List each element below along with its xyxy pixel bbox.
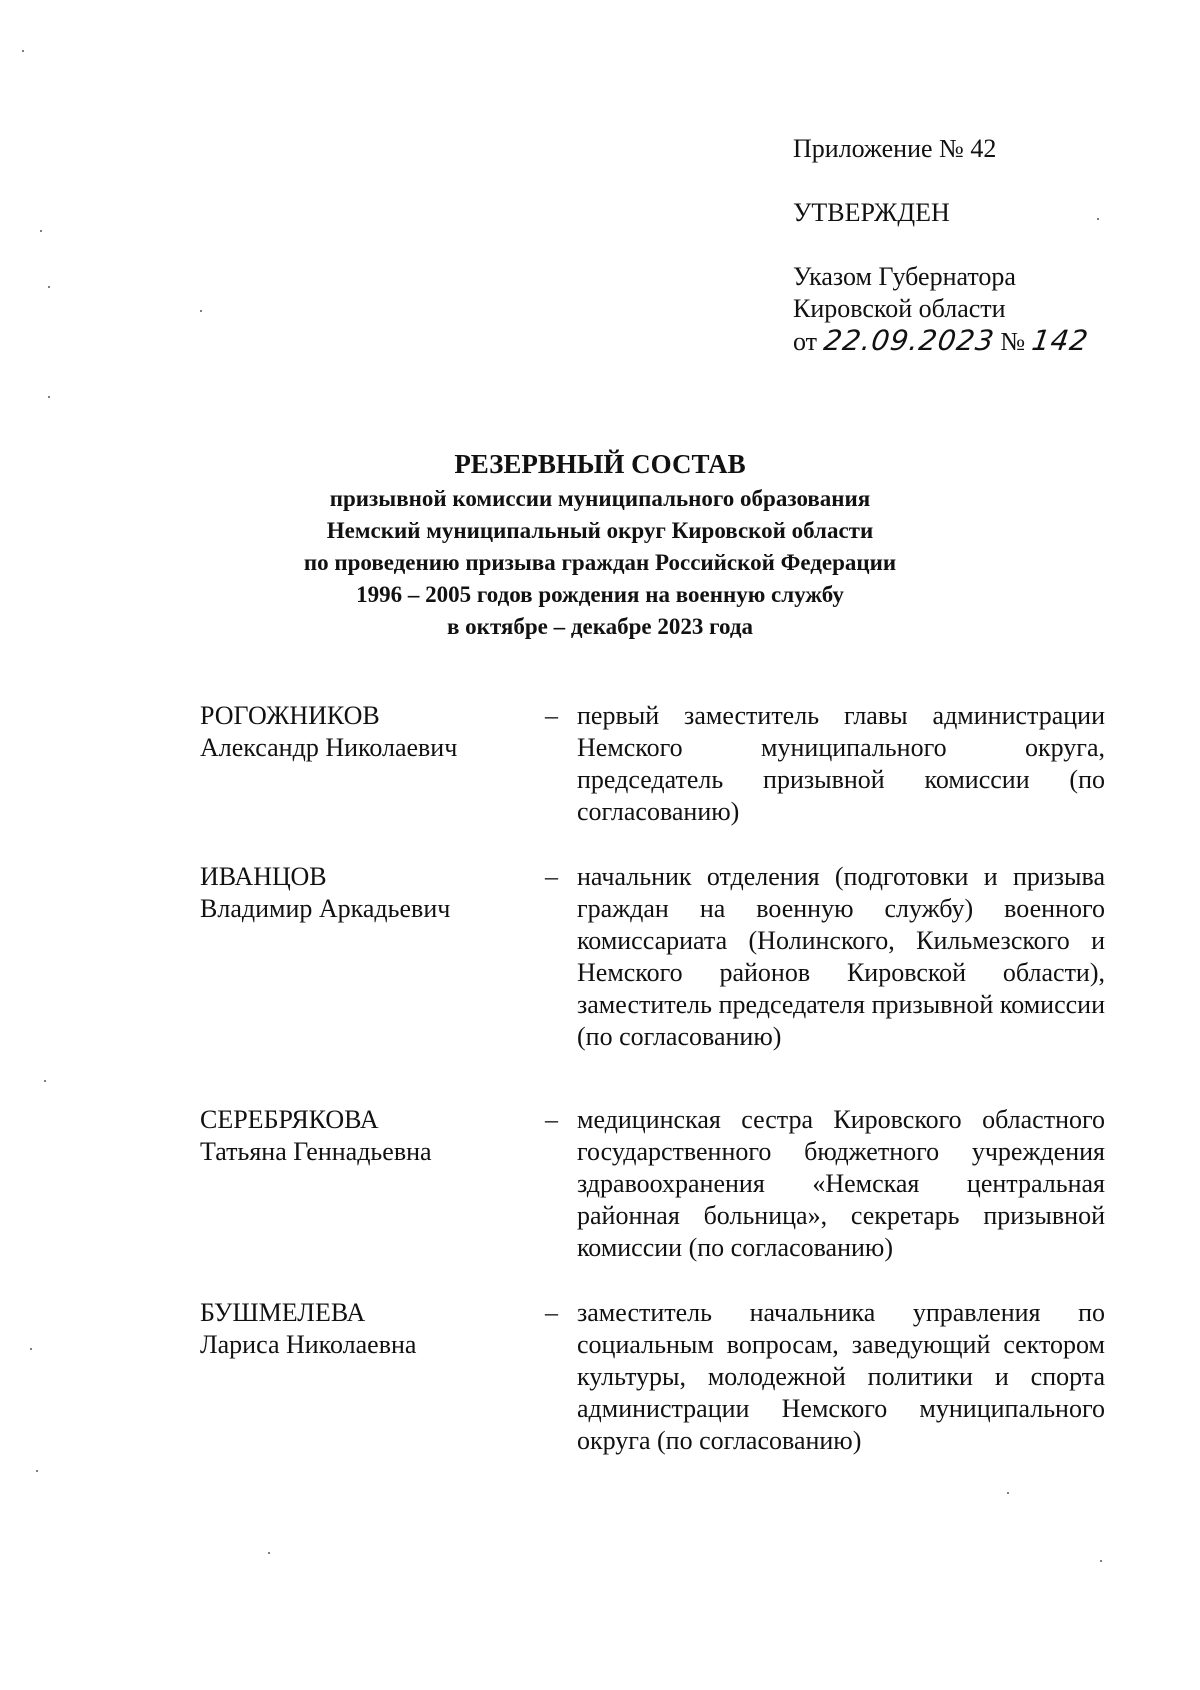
member-position: первый заместитель главы администрации Немского муниципального округа, председатель призывной комиссии (по согласованию) bbox=[577, 701, 1105, 826]
scan-speck bbox=[30, 1348, 32, 1350]
member-dash: – bbox=[545, 862, 558, 891]
member-name bbox=[200, 1104, 545, 1264]
scan-speck bbox=[44, 1080, 46, 1082]
date-prefix: от bbox=[793, 327, 818, 356]
member-dash: – bbox=[545, 1105, 558, 1134]
member-surname: СЕРЕБРЯКОВА bbox=[200, 1105, 379, 1134]
title-line: по проведению призыва граждан Российской Федерации bbox=[303, 550, 897, 575]
title-line: Немский муниципальный округ Кировской области bbox=[326, 518, 874, 543]
member-position: начальник отделения (подготовки и призыва граждан на военную службу) военного комиссариата (Нолинского, Кильмезского и Немского районов Кировской области), заместитель председателя призывной комиссии (по согласованию) bbox=[577, 862, 1105, 1051]
title-line: в октябре – декабре 2023 года bbox=[447, 614, 753, 639]
document-title bbox=[0, 447, 1200, 643]
member-entry bbox=[200, 1104, 1105, 1264]
member-given-names: Татьяна Геннадьевна bbox=[200, 1137, 432, 1166]
member-entry bbox=[200, 700, 1105, 828]
scan-speck bbox=[200, 310, 202, 312]
number-prefix: № bbox=[1000, 327, 1026, 356]
handwritten-date: 22.09.2023 bbox=[821, 324, 997, 357]
handwritten-number: 142 bbox=[1029, 324, 1091, 357]
scan-speck bbox=[1100, 1560, 1102, 1562]
decree-date-line bbox=[793, 324, 1091, 358]
member-position: медицинская сестра Кировского областного государственного бюджетного учреждения здравоохранения «Немская центральная районная больница», секретарь призывной комиссии (по согласованию) bbox=[577, 1105, 1105, 1262]
member-entry bbox=[200, 861, 1105, 1053]
scan-speck bbox=[268, 1552, 270, 1554]
attachment-number: Приложение № 42 bbox=[793, 134, 997, 163]
member-given-names: Владимир Аркадьевич bbox=[200, 894, 451, 923]
approval-header bbox=[793, 133, 1091, 358]
member-name bbox=[200, 700, 545, 828]
member-position: заместитель начальника управления по социальным вопросам, заведующий сектором культуры, молодежной политики и спорта администрации Немского муниципального округа (по согласованию) bbox=[577, 1298, 1105, 1455]
scan-speck bbox=[48, 286, 50, 288]
members-list bbox=[200, 700, 1105, 1457]
title-line: 1996 – 2005 годов рождения на военную службу bbox=[356, 582, 844, 607]
title-line: призывной комиссии муниципального образования bbox=[329, 486, 871, 511]
scan-speck bbox=[48, 396, 50, 398]
member-surname: ИВАНЦОВ bbox=[200, 862, 327, 891]
member-entry bbox=[200, 1297, 1105, 1457]
decree-line-1: Указом Губернатора bbox=[793, 262, 1016, 291]
approval-stamp-text: УТВЕРЖДЕН bbox=[793, 198, 950, 227]
scan-speck bbox=[1097, 218, 1099, 220]
member-name bbox=[200, 861, 545, 1053]
decree-line-2: Кировской области bbox=[793, 294, 1006, 323]
member-dash: – bbox=[545, 1298, 558, 1327]
member-surname: РОГОЖНИКОВ bbox=[200, 701, 380, 730]
scan-speck bbox=[36, 1470, 38, 1472]
member-name bbox=[200, 1297, 545, 1457]
scan-speck bbox=[40, 230, 42, 232]
member-dash: – bbox=[545, 701, 558, 730]
member-surname: БУШМЕЛЕВА bbox=[200, 1298, 366, 1327]
scan-speck bbox=[22, 50, 24, 52]
member-given-names: Александр Николаевич bbox=[200, 733, 458, 762]
title-main: РЕЗЕРВНЫЙ СОСТАВ bbox=[454, 449, 746, 479]
scan-speck bbox=[1007, 1492, 1009, 1494]
member-given-names: Лариса Николаевна bbox=[200, 1330, 417, 1359]
